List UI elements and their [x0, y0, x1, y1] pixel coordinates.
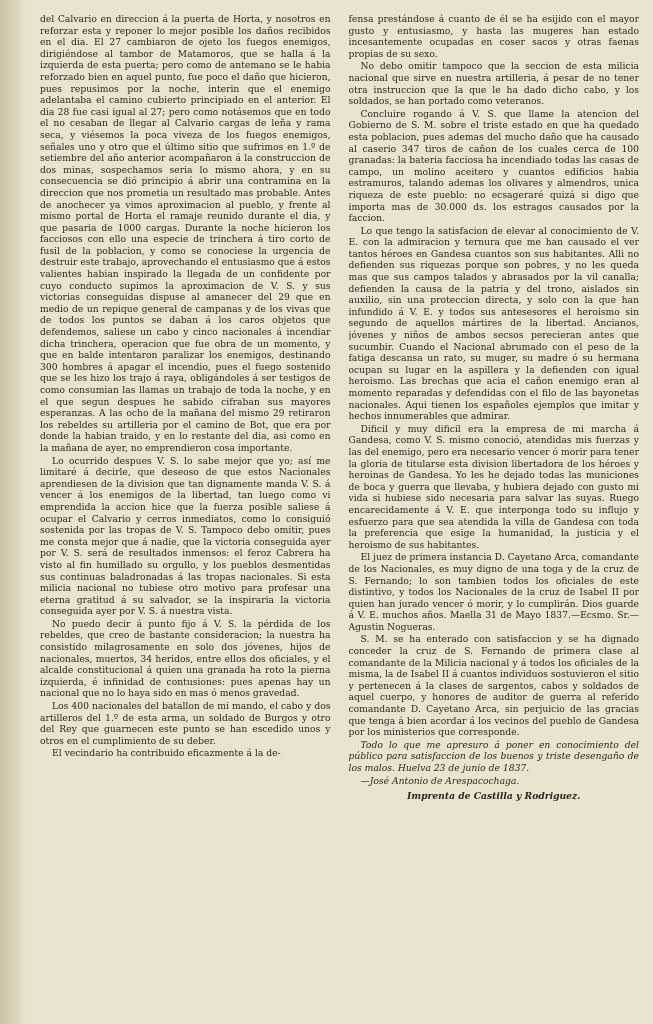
right-paragraph-7: S. M. se ha enterado con satisfaccion y se ha dignado conceder la cruz de S. Fernando de primera clase al comandante de la Milicia nacional y á todos los oficiales de la misma, la de Isabel II á cuantos individuos sostuvieron el sitio y pertenecen á la clases de sargentos, cabos y soldados de aquel cuerpo, y honores de auditor de guerra al referido comandante D. Cayetano Arca, sin perjuicio de las gracias que tenga á bien acordar á los vecinos del pueblo de Gandesa por los ministerios que corresponde.	[348, 634, 639, 739]
left-paragraph-5: El vecindario ha contribuido eficazmente á la de-	[52, 748, 281, 760]
left-paragraph-3: No puedo decir á punto fijo á V. S. la pérdida de los rebeldes, que creo de bastante consideracion; la nuestra ha consistido milagrosamente en solo dos jóvenes, hijos de nacionales, muertos, 34 heridos, entre ellos dos oficiales, y el alcalde constitucional á quien una granada ha roto la pierna izquierda, é infinidad de contusiones: pues apenas hay un nacional que no lo haya sido en mas ó menos gravedad.	[40, 618, 331, 700]
right-column	[349, 14, 640, 1016]
right-paragraph-3: Concluire rogando á V. S. que llame la atencion del Gobierno de S. M. sobre el triste estado en que ha quedado esta poblacion, pues ademas del mucho daño que ha causado al caserio 347 tiros de cañon de los cuales cerca de 100 granadas: la bateria facciosa ha incendiado todas las casas de campo, un molino aceitero y cuantos edificios habia estramuros, talando ademas los olivares y almendros, unica riqueza de este pueblo: no ecsageraré quizá si digo que importa mas de 30.000 ds. los estragos causados por la faccion.	[348, 108, 639, 225]
right-paragraph-4: Lo que tengo la satisfacion de elevar al conocimiento de V. E. con la admiracion y ternura que me han causado el ver tantos héroes en Gandesa cuantos son sus habitantes. Alli no defienden sus riquezas porque son pobres, y no les queda mas que sus campos talados y abrasados por la vil canalla; defienden la causa de la patria y del trono, aislados sin auxilio, sin una proteccion directa, y solo con la que han infundido á V. E. y todos sus antesesores el heroismo sin segundo de aquellos mártires de la libertad. Ancianos, jóvenes y niños de ambos secsos perecieran antes que sucumbir. Cuando el Nacional abrumado con el peso de la fatiga descansa un rato, su muger, su madre ó su hermana ocupan su lugar en la aspillera y la defienden con igual heroismo. Las brechas que acia el cañon enemigo eran al momento reparadas y defendidas con el filo de las bayonetas nacionales. Aqui tienen los españoles ejemplos que imitar y hechos innumerables que admirar.	[348, 225, 639, 423]
right-column-paragraphs	[349, 14, 640, 739]
binding-gutter	[0, 0, 26, 1024]
right-paragraph-5: Dificil y muy dificil era la empresa de mi marcha á Gandesa, como V. S. mismo conoció, atendidas mis fuerzas y las del enemigo, pero era necesario vencer ó morir para tener la gloria de titularse esta division libertadora de los héroes y heroinas de Gandesa. Yo les he dejado todas las municiones de boca y guerra que llevaba, y hubiera dejado con gusto mi vida si hubiese sido necesaria para salvar las suyas. Ruego encarecidamente á V. E. que interponga todo su influjo y esfuerzo para que sea atendida la villa de Gandesa con toda la preferencia que esige la humanidad, la justicia y el heroismo de sus habitantes.	[348, 423, 639, 551]
left-paragraph-4: Los 400 nacionales del batallon de mi mando, el cabo y dos artilleros del 1.º de esta arma, un soldado de Burgos y otro del Rey que guarnecen este punto se han escedido unos y otros en el cumplimiento de su deber.	[40, 701, 331, 747]
right-paragraph-6: El juez de primera instancia D. Cayetano Arca, comandante de los Nacionales, es muy digno de una toga y de la cruz de S. Fernando; lo son tambien todos los oficiales de este distintivo, y todos los Nacionales de la cruz de Isabel II por quien han jurado vencer ó morir, y lo cumplirán. Dios guarde á V. E. muchos años. Maella 31 de Mayo 1837.—Ecsmo. Sr.—Agustin Nogueras.	[348, 552, 639, 633]
left-column	[40, 14, 331, 1016]
left-paragraph-1: del Calvario en direccion á la puerta de Horta, y nosotros en reforzar esta y reponer lo mejor posible los daños recibidos en el dia. El 27 cambiaron de ojeto los fuegos enemigos, dirigiéndose al tambor de Matamoros, que se halla á la izquierda de esta puerta; pero como de antemano se le habia reforzado bien en aquel punto, fue poco el daño que hicieron, pues repusimos por la noche, interin que el enemigo adelantaba el camino cubierto principiado en el anterior. El dia 28 fue casi igual al 27; pero como notásemos que en todo el no cesaban de llegar al Calvario cargas de leña y rama seca, y viésemos la poca viveza de los fuegos enemigos, señales uno y otro que el último sitio que sufrimos en 1.º de setiembre del año anterior acompañaron á la construccion de dos minas, sospechamos seria lo mismo ahora, y en su consecuencia se dió principio á abrir una contramina en la direccion que nos prometia un resultado mas probable. Antes de anochecer ya vimos aproximacion al pueblo, y frente al mismo portal de Horta el ramaje reunido durante el dia, y que pasaria de 1000 cargas. Durante la noche hicieron los facciosos con ello una especie de trinchera á tiro corto de fusil de la poblacion, y como se conociese la urgencia de destruir este trabajo, aprovechando el entusiasmo que á estos valientes habian inspirado la llegada de un confidente por cuyo conducto supimos la aproximacion de V. S. y sus victorias conseguidas dispuse al amanecer del 29 que en medio de un repique general de campanas y de los vivas que de todos los puntos se daban á los caros objetos que defendemos, saliese un cabo y cinco nacionales á incendiar dicha trinchera, operacion que fue obra de un momento, y que en balde intentaron paralizar los enemigos, destinando 300 hombres á apagar el incendio, pues el fuego sostenido que se les hizo los trajo á raya, obligándoles á ser testigos de como consumian las llamas un trabajo de toda la noche, y en el que segun despues he sabido cifraban sus mayores esperanzas. A las ocho de la mañana del mismo 29 retiraron los rebeldes su artilleria por el camino de Bot, que era por donde la habian traido, y en lo restante del dia, asi como en la mañana de ayer, no emprendieron cosa importante.	[40, 14, 331, 454]
imprint: Imprenta de Castilla y Rodriguez.	[407, 791, 581, 803]
right-paragraph-2: No debo omitir tampoco que la seccion de esta milicia nacional que sirve en nuestra artilleria, á pesar de no tener otra instruccion que la que le ha dado dicho cabo, y los soldados, se han portado como veteranos.	[348, 61, 639, 108]
signature: —José Antonio de Arespacochaga.	[360, 775, 520, 787]
closing-paragraph: Todo lo que me apresuro á poner en conocimiento del público para satisfaccion de los buenos y triste desengaño de los malos. Huelva 23 de junio de 1837.	[348, 739, 639, 774]
left-paragraph-2: Lo ocurrido despues V. S. lo sabe mejor que yo; así me limitaré á decirle, que deseoso de que estos Nacionales aprendiesen de la division que tan dignamente manda V. S. á vencer á los enemigos de la libertad, tan luego como vi emprendida la accion hice que la fuerza posible saliese á ocupar el Calvario y cerros inmediatos, como lo consiguió sostenida por las tropas de V. S. Tampoco debo omitir, pues me consta mejor que á nadie, que la victoria conseguida ayer por V. S. será de resultados inmensos: el feroz Cabrera ha visto al fin humillado su orgullo, y los pueblos desmentidas sus continuas baladronadas á las tropas nacionales. Si esta milicia nacional no tubiese otro motivo para profesar una eterna gratitud á su salvador, se la inspiraria la victoria conseguida ayer por V. S. á nuestra vista.	[40, 455, 331, 618]
right-paragraph-1: fensa prestándose á cuanto de él se ha esijido con el mayor gusto y entusiasmo, y hasta las mugeres han estado incesantemente ocupadas en coser sacos y otras faenas propias de su sexo.	[348, 14, 639, 60]
